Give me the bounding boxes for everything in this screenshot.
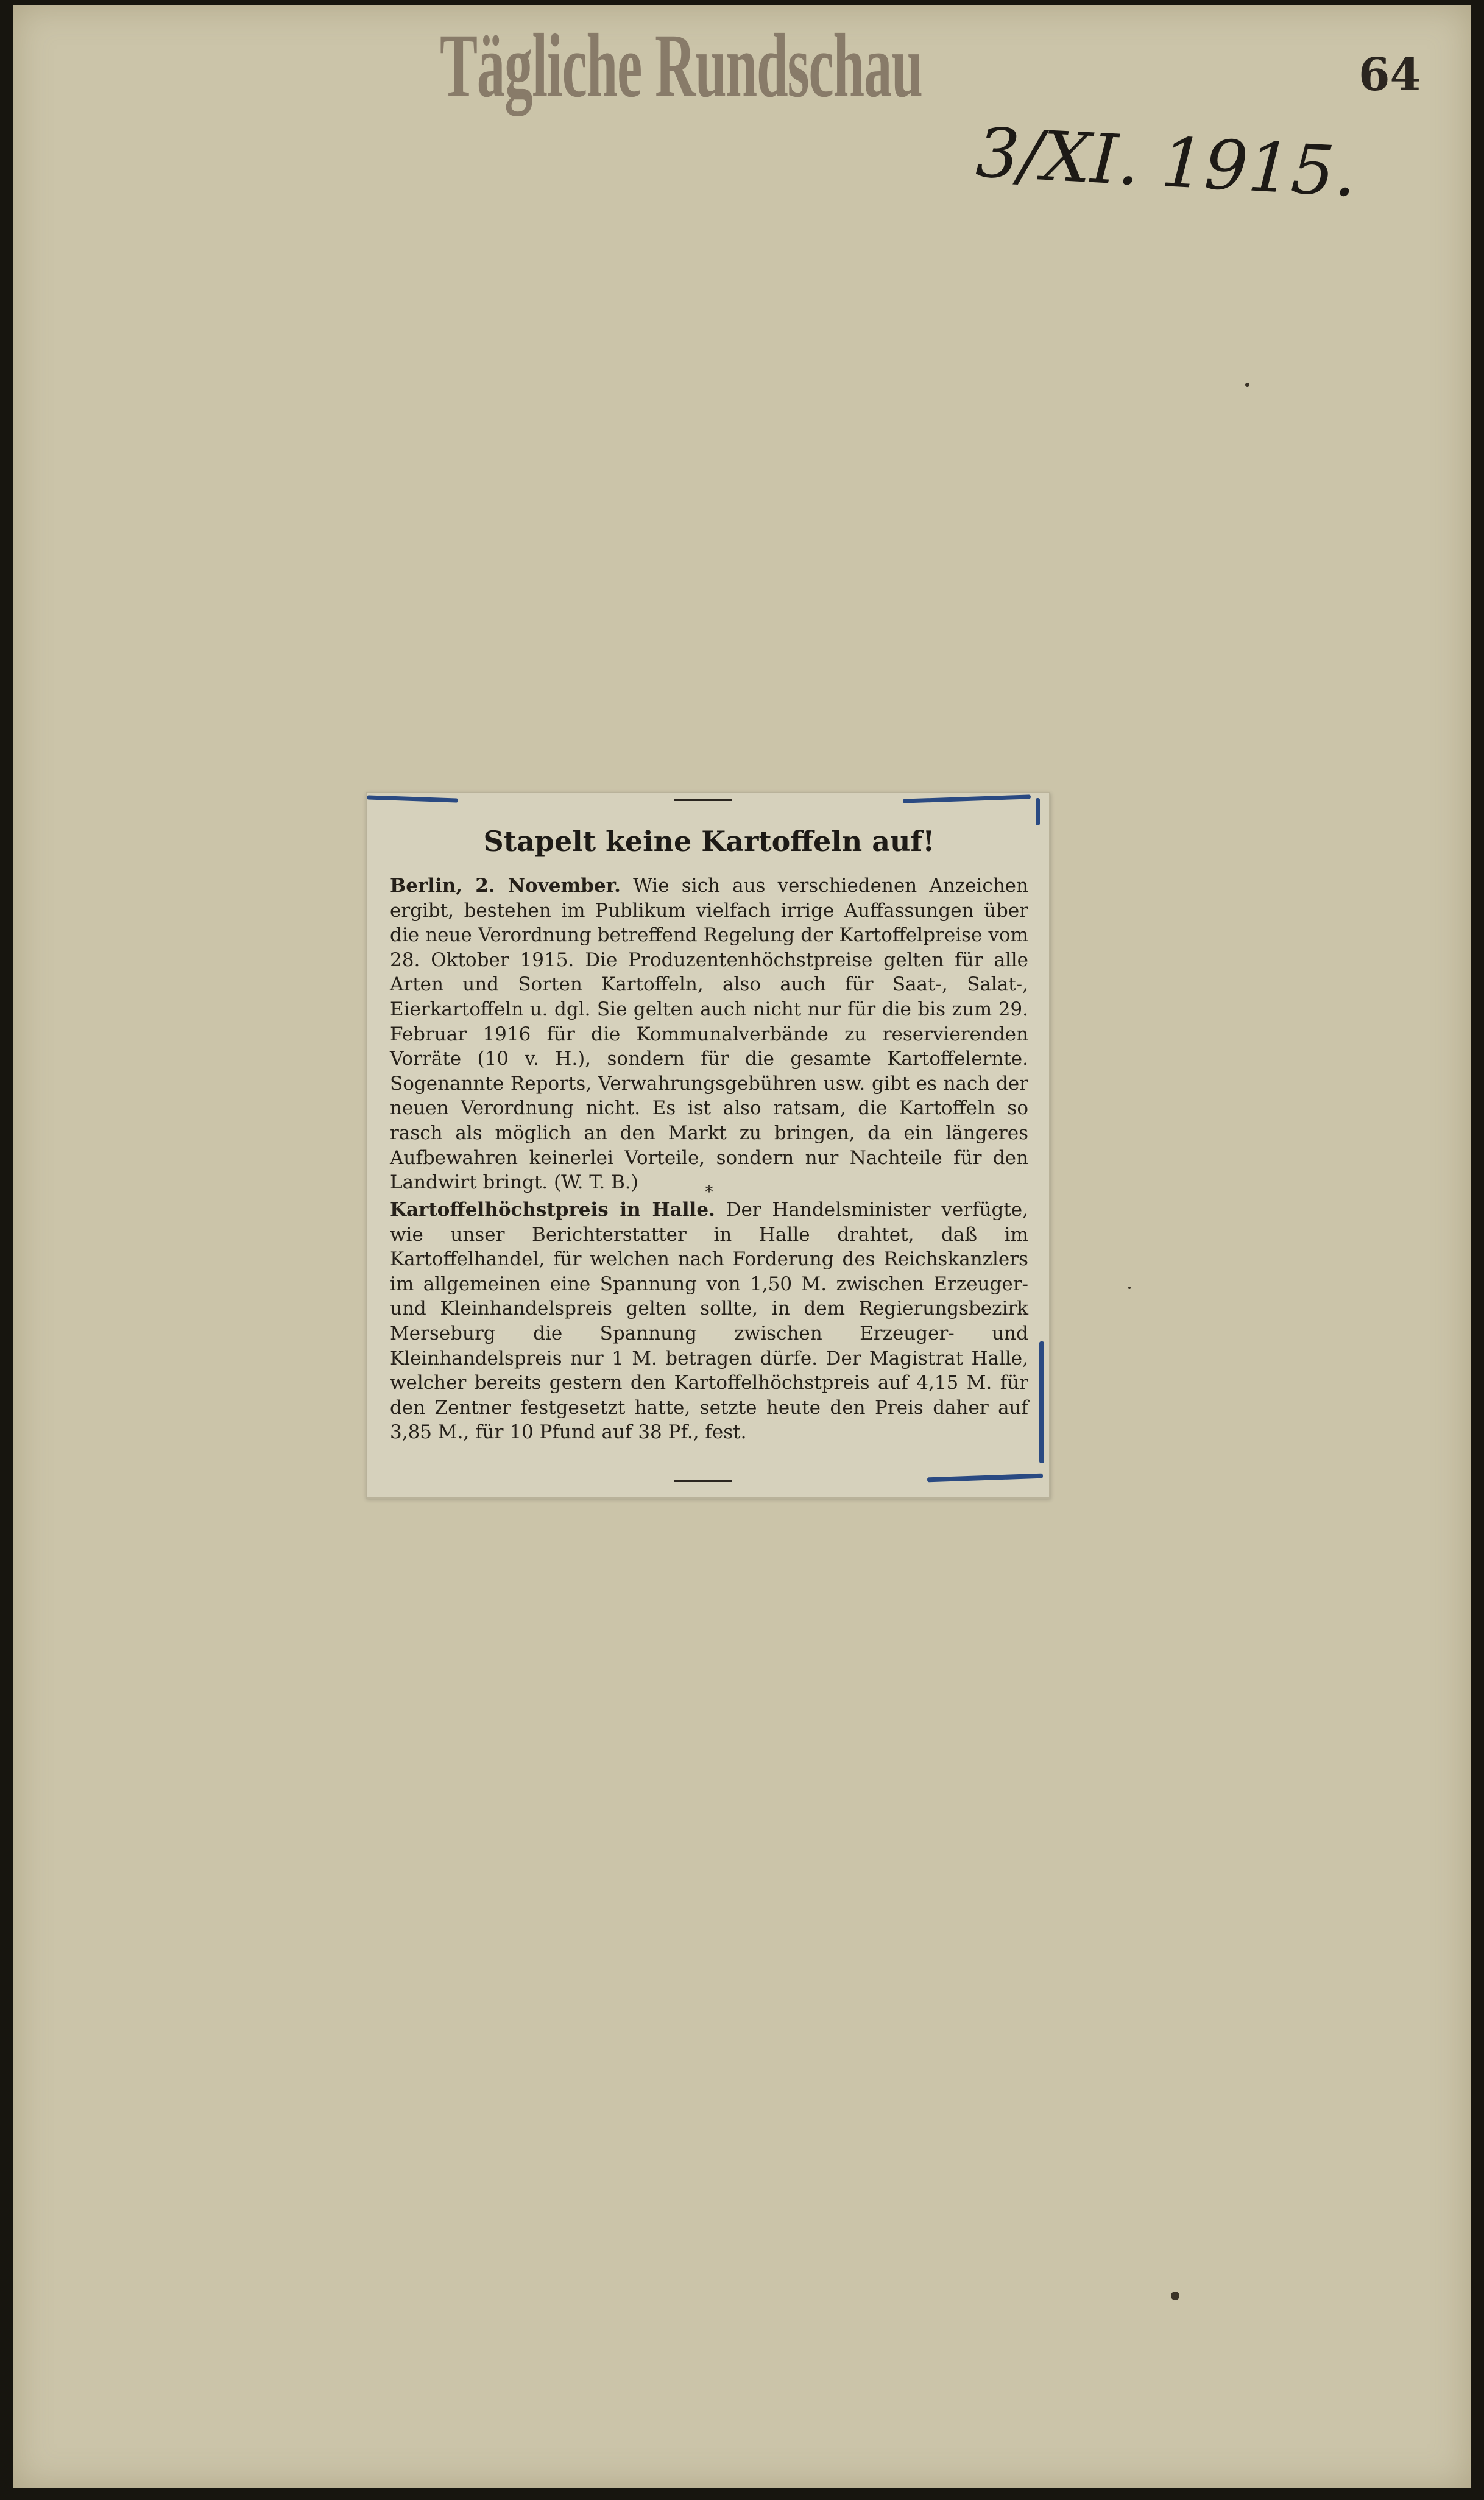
clipping-bottom-rule — [674, 1480, 732, 1482]
newspaper-source-stamp: Tägliche Rundschau — [440, 15, 922, 116]
paragraph-heading: Kartoffelhöchstpreis in Halle. — [390, 1199, 715, 1221]
article-headline: Stapelt keine Kartoffeln auf! — [483, 825, 935, 858]
blue-pencil-mark — [1039, 1341, 1044, 1463]
page-number: 64 — [1359, 49, 1421, 101]
paper-speck — [1128, 1287, 1131, 1289]
newspaper-clipping — [366, 792, 1050, 1499]
paper-speck — [1171, 2292, 1179, 2300]
paper-speck — [1245, 383, 1249, 387]
blue-pencil-mark — [1036, 798, 1040, 825]
handwritten-date: 3/XI. 1915. — [973, 113, 1359, 213]
paragraph-body: Wie sich aus verschiedenen Anzeichen ergibt, bestehen im Publikum vielfach irrige Auffassungen über die neue Verordnung betreffend Regelung der Kartoffelpreise vom 28. Oktober 1915. Die Produzentenhöchstpreise gelten für alle Arten und Sorten Kartoffeln, also auch für Saat-, Salat-, Eierkartoffeln u. dgl. Sie gelten auch nicht nur für die bis zum 29. Februar 1916 für die Kommunalverbände zu reservierenden Vorräte (10 v. H.), sondern für die gesamte Kartoffelernte. Sogenannte Reports, Verwahrungsgebühren usw. gibt es nach der neuen Verordnung nicht. Es ist also ratsam, die Kartoffeln so rasch als möglich an den Markt zu bringen, da ein längeres Aufbewahren keinerlei Vorteile, sondern nur Nachteile für den Landwirt bringt. (W. T. B.) — [390, 875, 1028, 1194]
article-paragraph-halle — [390, 1198, 1028, 1478]
archive-sheet — [13, 5, 1471, 2488]
paragraph-dateline: Berlin, 2. November. — [390, 875, 621, 897]
section-separator: * — [705, 1183, 713, 1201]
paragraph-body: Der Handelsminister verfügte, wie unser Berichterstatter in Halle drahtet, daß im Kartoffelhandel, für welchen nach Forderung des Reichskanzlers im allgemeinen eine Spannung von 1,50 M. zwischen Erzeuger- und Kleinhandelspreis gelten sollte, in dem Regierungsbezirk Merseburg die Spannung zwischen Erzeuger- und Kleinhandelspreis nur 1 M. betragen dürfe. Der Magistrat Halle, welcher bereits gestern den Kartoffelhöchstpreis auf 4,15 M. für den Zentner festgesetzt hatte, setzte heute den Preis daher auf 3,85 M., für 10 Pfund auf 38 Pf., fest. — [390, 1199, 1028, 1444]
